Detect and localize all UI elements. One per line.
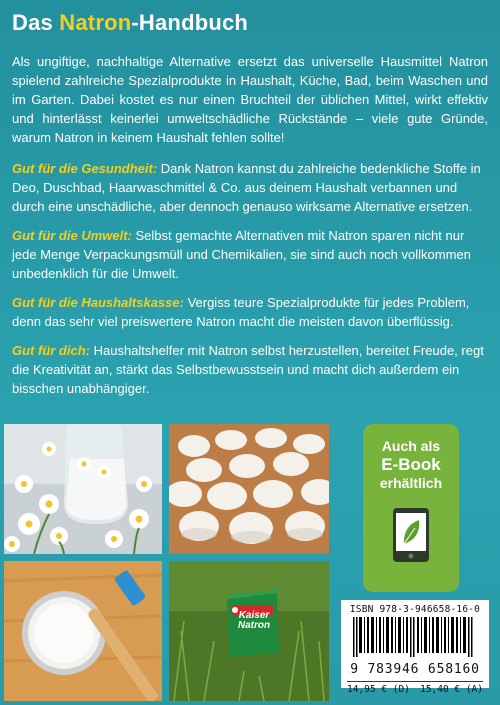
photo-bath-bombs — [169, 424, 329, 554]
photo-daisies-glass — [4, 424, 162, 554]
title-suffix: -Handbuch — [131, 10, 249, 35]
title-prefix: Das — [12, 10, 60, 35]
product-box-label — [233, 611, 275, 631]
benefit-paragraph-personal: Gut für dich: Haushaltshelfer mit Natron selbst herzustellen, bereitet Freude, regt die Kreativität an, stärkt das Selbstbewusstsein und macht dich außerdem ein bisschen unabhängiger. — [12, 343, 484, 396]
photo-toothbrush-powder — [4, 561, 162, 701]
benefit-paragraph-budget: Gut für die Haushaltskasse: Vergiss teure Spezialprodukte für jedes Problem, denn das sehr viel preiswertere Natron macht die meisten davon überflüssig. — [12, 295, 470, 329]
isbn-text: ISBN 978-3-946658-16-0 — [349, 604, 481, 615]
isbn-barcode-box — [341, 600, 489, 695]
ebook-line-2: E-Book — [381, 455, 441, 474]
ebook-badge — [363, 424, 459, 592]
ebook-line-1: Auch als — [381, 438, 441, 454]
benefit-paragraph-health: Gut für die Gesundheit: Dank Natron kannst du zahlreiche bedenkliche Stoffe in Deo, Duschbad, Haarwaschmittel & Co. aus deinem Haushalt verbannen und durch eine unschädliche, aber dennoch genauso wirksame Alternative ersetzen. — [12, 161, 481, 214]
price-germany: 14,95 € (D) — [347, 684, 410, 695]
product-brand: Kaiser — [238, 610, 270, 621]
photo-natron-box — [169, 561, 329, 701]
benefit-paragraph-environment: Gut für die Umwelt: Selbst gemachte Alternativen mit Natron sparen nicht nur jede Menge Verpackungsmüll und Chemikalien, sie sind auch noch vollkommen unbedenklich für die Umwelt. — [12, 228, 471, 281]
barcode-digits: 9 783946 658160 — [350, 662, 480, 677]
ebook-line-3: erhältlich — [379, 475, 443, 491]
product-name: Natron — [237, 620, 271, 631]
title-accent: Natron — [59, 10, 132, 35]
book-title — [12, 10, 248, 36]
ebook-reader-leaf-icon — [391, 506, 431, 564]
description-text — [12, 52, 488, 408]
intro-paragraph: Als ungiftige, nachhaltige Alternative ersetzt das universelle Hausmittel Natron spielend zahlreiche Spezialprodukte in Haushalt, Küche, Bad, beim Waschen und im Garten. Dabei kostet es nur einen Bruchteil der üblichen Mittel, wirkt effektiv und hinterlässt keinerlei umweltschädliche Rückstände – viele gute Gründe, warum Natron in keinem Haushalt fehlen sollte! — [12, 54, 488, 145]
price-row — [347, 681, 483, 695]
barcode-bars — [347, 617, 483, 657]
price-austria: 15,40 € (A) — [420, 684, 483, 695]
